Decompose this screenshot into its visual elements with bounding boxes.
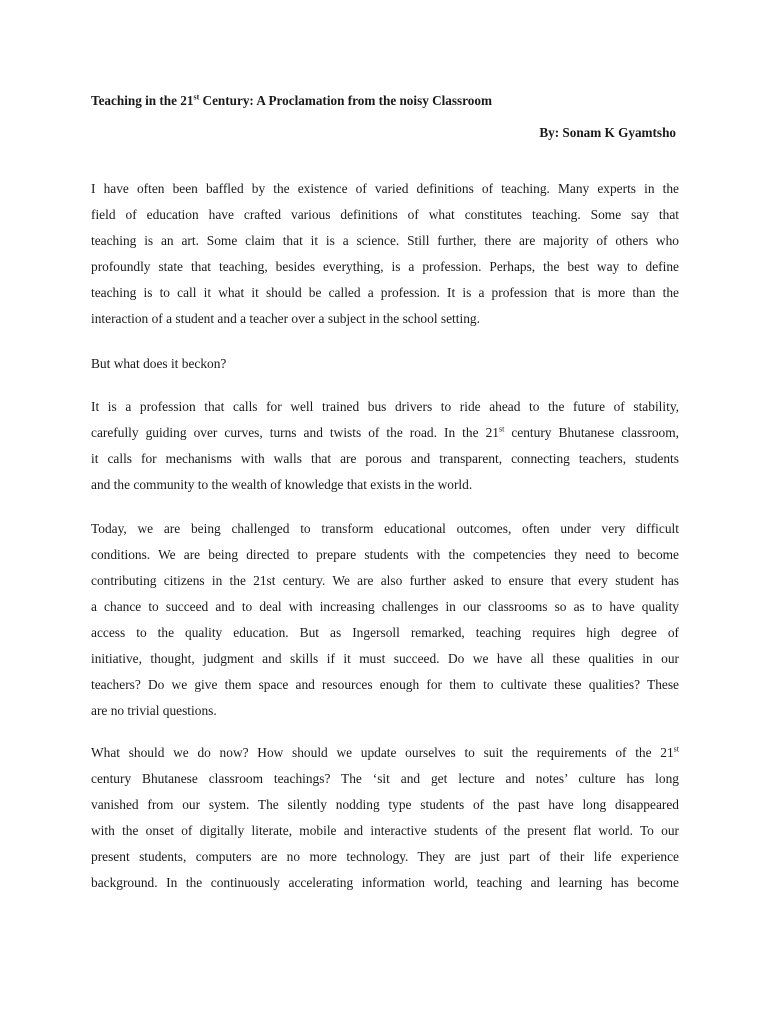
title-text-end: Century: A Proclamation from the noisy Classroom: [199, 93, 492, 108]
paragraph-line: initiative, thought, judgment and skills if it must succeed. Do we have all these qualities in our: [91, 651, 679, 666]
paragraph-1: [91, 176, 679, 332]
title-text-start: Teaching in the 21: [91, 93, 194, 108]
paragraph-line: [91, 420, 679, 446]
paragraph-line: teaching is to call it what it should be called a profession. It is a profession that is more than the: [91, 285, 679, 300]
line-text-start: What should we do now? How should we update ourselves to suit the requirements of the 21: [91, 745, 674, 760]
line-text-start: carefully guiding over curves, turns and twists of the road. In the 21: [91, 425, 499, 440]
paragraph-line: field of education have crafted various definitions of what constitutes teaching. Some say that: [91, 207, 679, 222]
paragraph-3: [91, 394, 679, 498]
line-superscript: st: [498, 424, 505, 434]
paragraph-line: [91, 740, 679, 766]
paragraph-line: interaction of a student and a teacher over a subject in the school setting.: [91, 311, 480, 326]
paragraph-line: vanished from our system. The silently nodding type students of the past have long disappeared: [91, 797, 679, 812]
paragraph-2: [91, 351, 679, 377]
paragraph-line: and the community to the wealth of knowledge that exists in the world.: [91, 477, 473, 492]
paragraph-line: present students, computers are no more technology. They are just part of their life experience: [91, 849, 679, 864]
paragraph-line: teachers? Do we give them space and resources enough for them to cultivate these qualities? These: [91, 677, 679, 692]
paragraph-4: [91, 516, 679, 724]
paragraph-line: But what does it beckon?: [91, 356, 227, 371]
paragraph-line: background. In the continuously accelerating information world, teaching and learning has become: [91, 875, 679, 890]
line-text-end: century Bhutanese classroom,: [504, 425, 679, 440]
line-superscript: st: [673, 744, 679, 754]
paragraph-line: it calls for mechanisms with walls that are porous and transparent, connecting teachers, students: [91, 451, 679, 466]
paragraph-line: teaching is an art. Some claim that it is a science. Still further, there are majority of others who: [91, 233, 679, 248]
paragraph-line: contributing citizens in the 21st century. We are also further asked to ensure that every student has: [91, 573, 679, 588]
author-byline: By: Sonam K Gyamtsho: [539, 125, 676, 140]
title-superscript: st: [193, 92, 200, 102]
paragraph-line: It is a profession that calls for well trained bus drivers to ride ahead to the future of stability,: [91, 399, 679, 414]
paragraph-line: a chance to succeed and to deal with increasing challenges in our classrooms so as to have quality: [91, 599, 679, 614]
paragraph-line: Today, we are being challenged to transform educational outcomes, often under very difficult: [91, 521, 679, 536]
paragraph-line: access to the quality education. But as Ingersoll remarked, teaching requires high degree of: [91, 625, 679, 640]
paragraph-5: [91, 740, 679, 896]
paragraph-line: with the onset of digitally literate, mobile and interactive students of the present flat world. To our: [91, 823, 679, 838]
paragraph-line: are no trivial questions.: [91, 703, 217, 718]
paragraph-line: conditions. We are being directed to prepare students with the competencies they need to become: [91, 547, 679, 562]
paragraph-line: I have often been baffled by the existence of varied definitions of teaching. Many experts in the: [91, 181, 679, 196]
paragraph-line: century Bhutanese classroom teachings? The ‘sit and get lecture and notes’ culture has long: [91, 771, 679, 786]
document-title: [91, 92, 691, 110]
paragraph-line: profoundly state that teaching, besides everything, is a profession. Perhaps, the best way to define: [91, 259, 679, 274]
